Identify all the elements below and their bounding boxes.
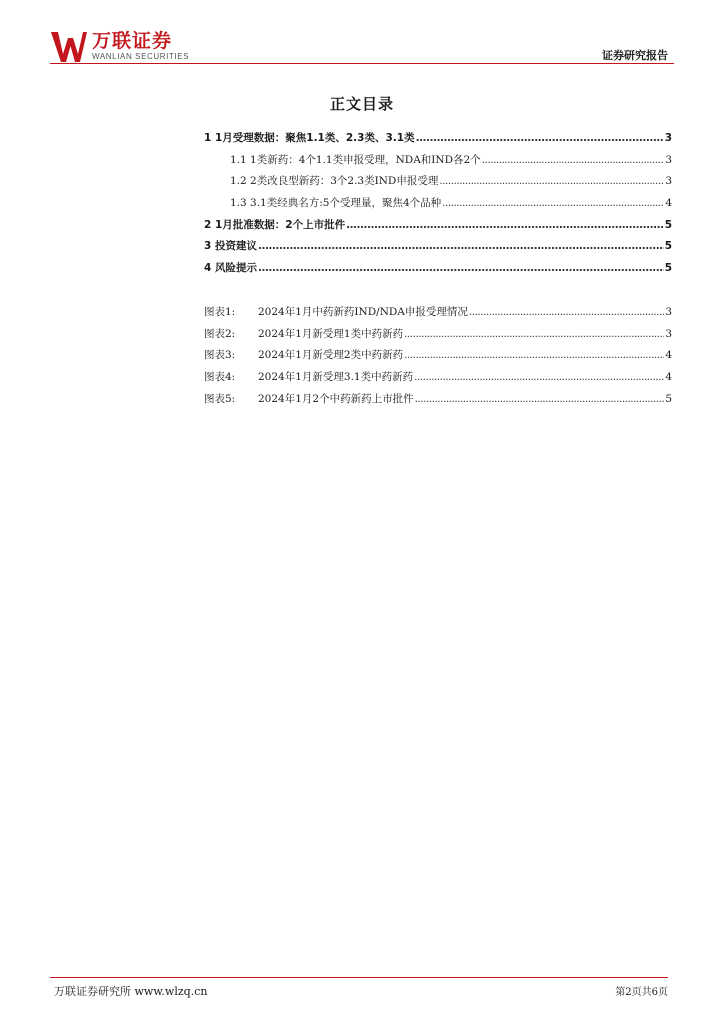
header-divider: [50, 63, 674, 64]
toc-entry[interactable]: [204, 260, 672, 282]
figure-entry[interactable]: [204, 304, 672, 326]
figure-entry[interactable]: [204, 326, 672, 348]
dot-leader: [482, 154, 665, 166]
toc-entry[interactable]: [204, 173, 672, 195]
footer-divider: [50, 977, 668, 978]
toc-entry-text: 3 投资建议: [204, 240, 257, 253]
toc-entry-page: 3: [665, 153, 672, 166]
toc-entry[interactable]: [204, 195, 672, 217]
figure-page: 3: [665, 306, 672, 318]
toc-entry-text: 4 风险提示: [204, 262, 257, 275]
figure-title: 2024年1月中药新药IND/NDA申报受理情况: [258, 306, 468, 318]
toc-entry[interactable]: [204, 152, 672, 174]
dot-leader: [346, 219, 664, 231]
figure-page: 4: [665, 371, 672, 384]
figure-label: 图表4:: [204, 371, 236, 384]
toc-entry-text: 1 1月受理数据：聚焦1.1类、2.3类、3.1类: [204, 132, 415, 144]
figure-label: 图表1:: [204, 306, 236, 318]
toc-entry-page: 3: [664, 132, 672, 144]
page-number: 第2页共6页: [615, 987, 668, 998]
table-of-contents: [204, 130, 672, 282]
dot-leader: [404, 328, 664, 340]
dot-leader: [258, 262, 664, 274]
logo-english-name: WANLIAN SECURITIES: [92, 52, 190, 61]
dot-leader: [258, 240, 664, 252]
toc-heading: 正文目录: [329, 95, 394, 113]
figure-entry[interactable]: [204, 347, 672, 369]
figure-label: 图表3:: [204, 349, 236, 362]
dot-leader: [416, 132, 664, 144]
figure-title: 2024年1月新受理3.1类中药新药: [258, 371, 414, 384]
dot-leader: [439, 175, 664, 187]
figure-page: 5: [665, 392, 672, 405]
toc-entry-text: 1.3 3.1类经典名方:5个受理量，聚焦4个品种: [230, 197, 442, 210]
figure-entry[interactable]: [204, 369, 672, 391]
figure-title: 2024年1月新受理2类中药新药: [258, 349, 404, 362]
figure-label: 图表2:: [204, 327, 236, 340]
toc-entry[interactable]: [204, 130, 672, 152]
toc-entry-text: 1.1 1类新药：4个1.1类申报受理，NDA和IND各2个: [230, 153, 481, 166]
toc-entry-page: 5: [664, 240, 672, 253]
toc-entry-text: 1.2 2类改良型新药：3个2.3类IND申报受理: [230, 175, 439, 188]
figure-entry[interactable]: [204, 391, 672, 413]
wanlian-logo-icon: [50, 30, 88, 64]
figure-label: 图表5:: [204, 392, 236, 405]
dot-leader: [404, 349, 664, 361]
dot-leader: [442, 197, 664, 209]
toc-entry[interactable]: [204, 238, 672, 260]
report-type-label: 证券研究报告: [602, 49, 668, 62]
toc-entry-page: 5: [664, 262, 672, 275]
page-header: [0, 0, 724, 70]
toc-entry[interactable]: [204, 217, 672, 239]
figure-title: 2024年1月2个中药新药上市批件: [258, 392, 414, 405]
list-of-figures: [204, 304, 672, 412]
figure-title: 2024年1月新受理1类中药新药: [258, 327, 404, 340]
toc-entry-page: 4: [665, 197, 672, 210]
dot-leader: [469, 306, 664, 318]
dot-leader: [415, 393, 665, 405]
logo-chinese-name: 万联证券: [92, 30, 173, 52]
figure-page: 4: [665, 349, 672, 362]
figure-page: 3: [665, 327, 672, 340]
toc-entry-page: 3: [665, 175, 672, 188]
dot-leader: [414, 371, 664, 383]
footer-source: 万联证券研究所 www.wlzq.cn: [54, 985, 208, 998]
toc-entry-page: 5: [664, 218, 672, 231]
toc-entry-text: 2 1月批准数据：2个上市批件: [204, 218, 346, 231]
company-logo: [50, 30, 189, 64]
